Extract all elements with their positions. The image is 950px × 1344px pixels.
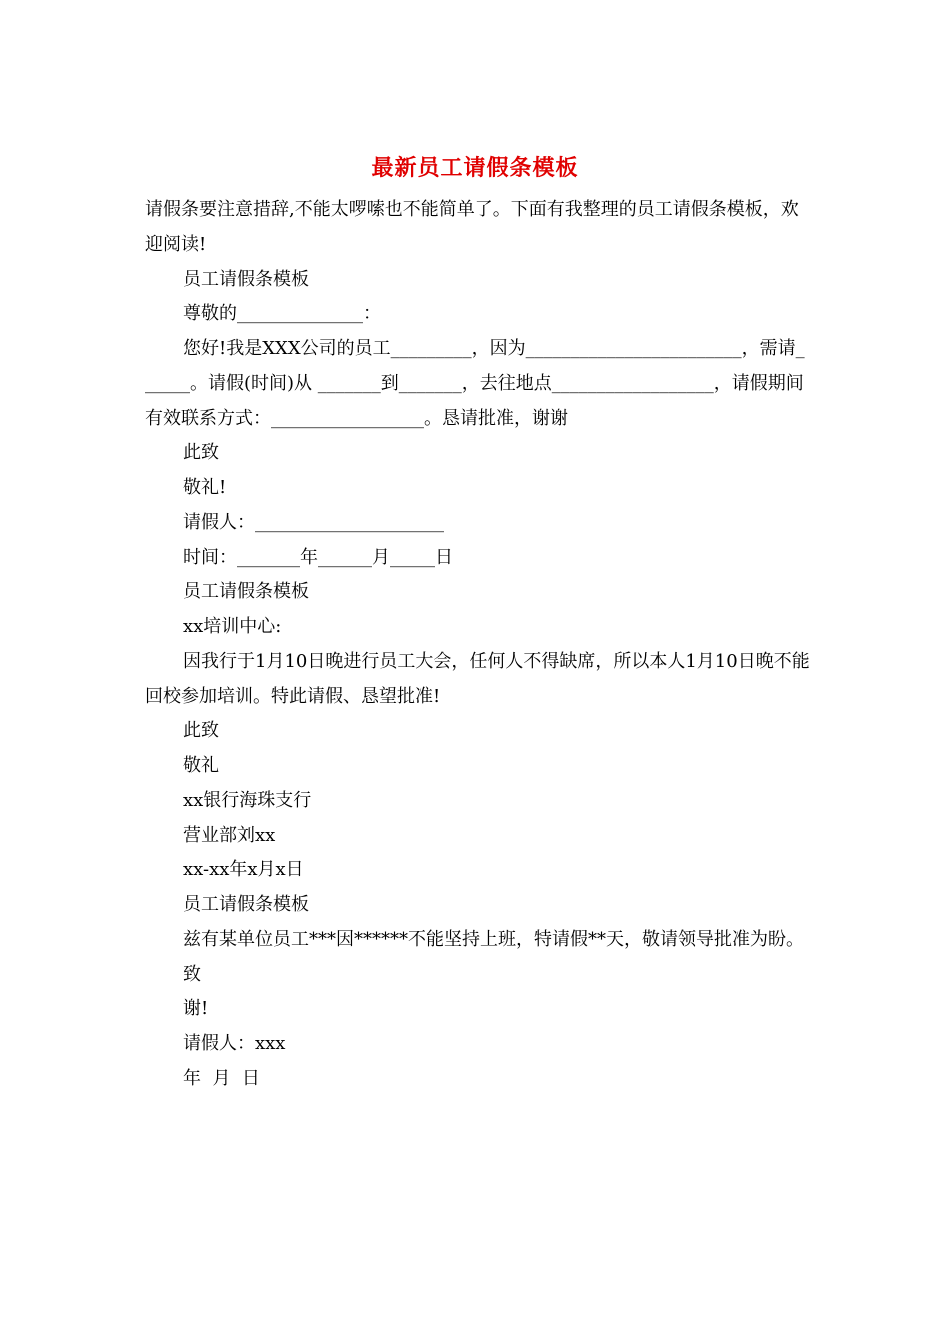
salutation-line: 尊敬的______________： [183, 303, 381, 325]
closing-line: 致 [183, 963, 201, 985]
template-heading-2: 员工请假条模板 [183, 581, 309, 603]
date-line: 时间：_______年______月_____日 [183, 546, 453, 568]
reason-paragraph: 因我行于1月10日晚进行员工大会，任何人不得缺席，所以本人1月10日晚不能回校参加培训。特此请假、恳望批准! [145, 650, 810, 707]
applicant-line: 请假人：_____________________ [183, 511, 444, 533]
thanks-line: 谢! [183, 998, 209, 1020]
template-heading-3: 员工请假条模板 [183, 894, 309, 915]
sender-name-line: 营业部刘xx [183, 824, 276, 846]
date-line: xx-xx年x月x日 [183, 859, 304, 881]
closing-line: 此致 [183, 720, 219, 742]
statement-paragraph: 兹有某单位员工***因******不能坚持上班，特请假**天，敬请领导批准为盼。 [183, 928, 804, 950]
template-heading-1: 员工请假条模板 [183, 268, 309, 290]
applicant-line: 请假人：xxx [183, 1033, 286, 1054]
document-title: 最新员工请假条模板 [371, 155, 579, 181]
intro-paragraph: 请假条要注意措辞,不能太啰嗦也不能简单了。下面有我整理的员工请假条模板，欢迎阅读! [145, 199, 799, 255]
regards-line: 敬礼! [183, 477, 227, 498]
sender-org-line: xx银行海珠支行 [183, 789, 312, 811]
closing-line: 此致 [183, 442, 219, 464]
document-body [145, 193, 810, 1097]
request-paragraph: 您好!我是XXX公司的员工_________，因为________________________，需请______。请假(时间)从 _______到_______，去往地点__________________，请假期间有效联系方式：_________________。恳请批准，谢谢 [145, 338, 805, 429]
date-line: 年 月 日 [183, 1067, 260, 1089]
recipient-line: xx培训中心: [183, 616, 282, 637]
regards-line: 敬礼 [183, 755, 219, 776]
